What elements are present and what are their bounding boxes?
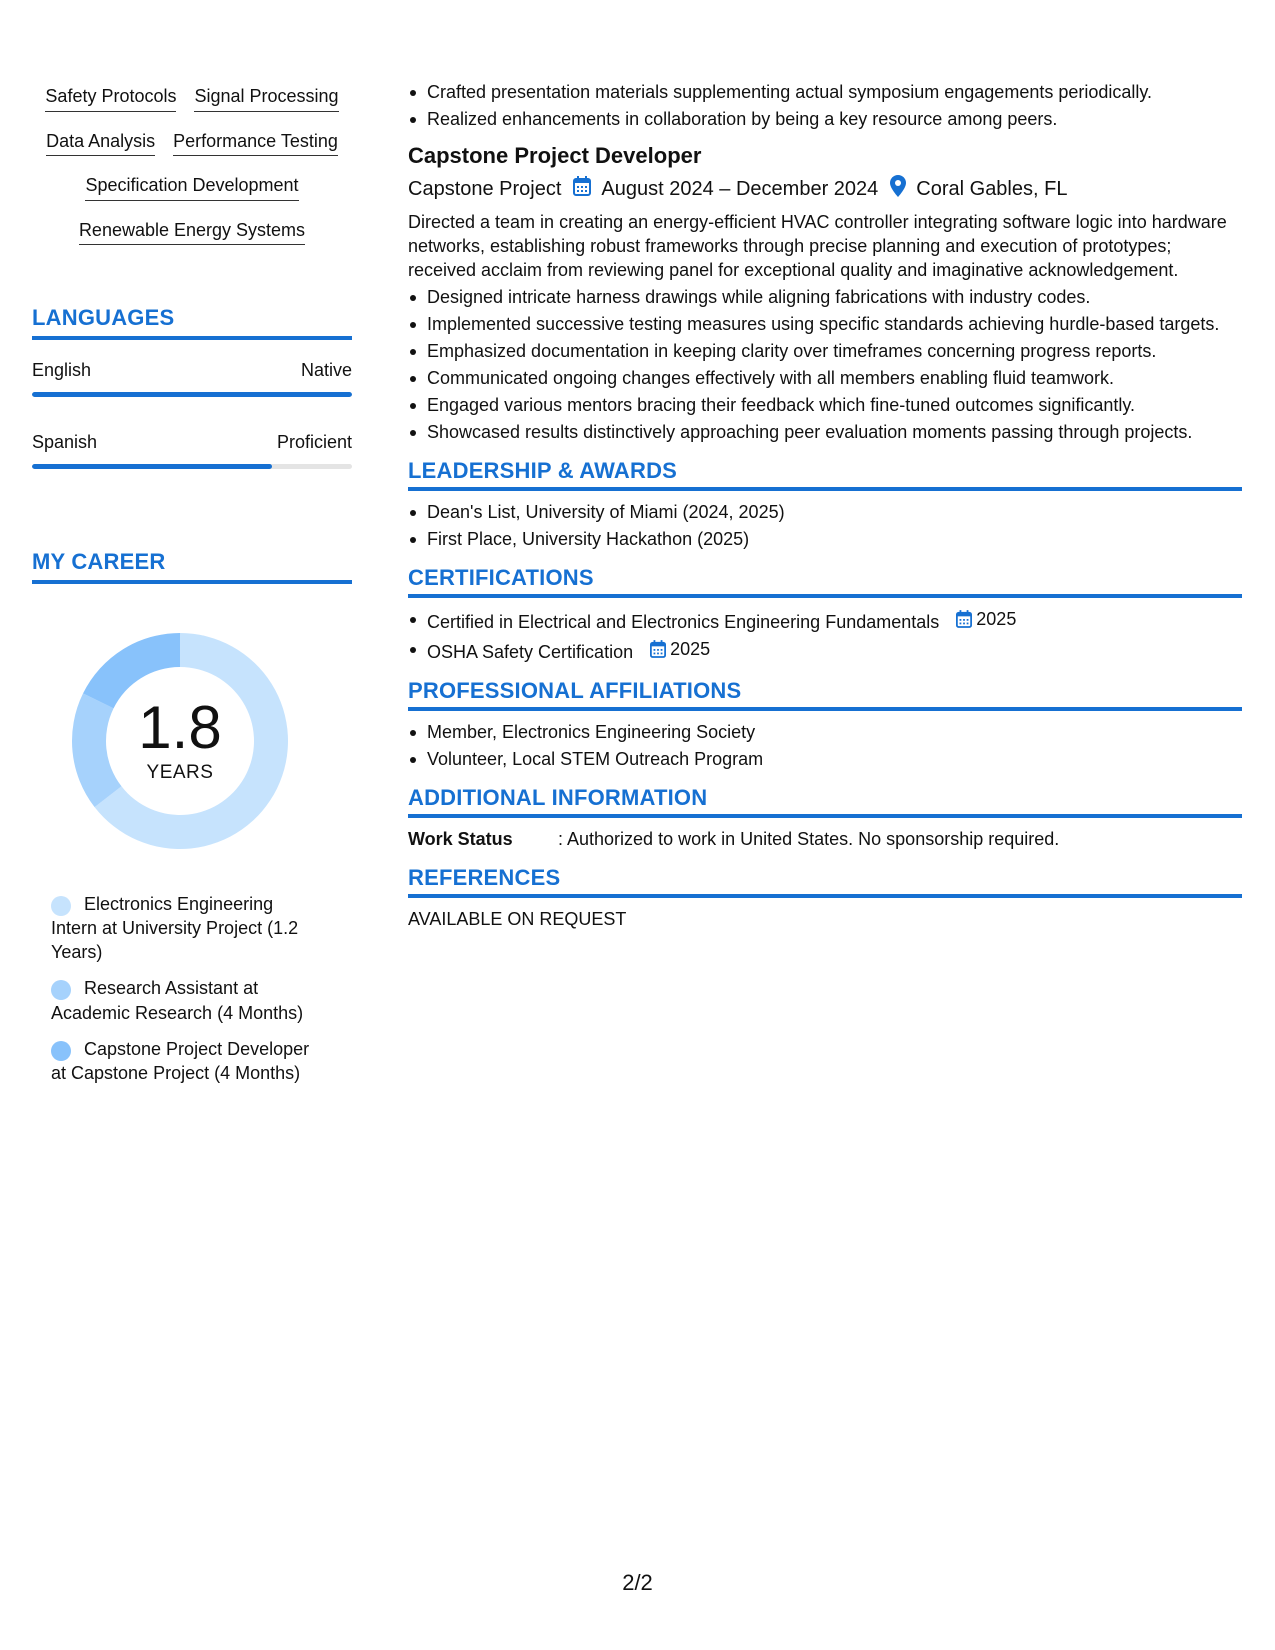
bullet-item: Crafted presentation materials supplementing actual symposium engagements periodically.	[408, 80, 1242, 104]
languages-heading: LANGUAGES	[32, 305, 352, 340]
skill-tag: Safety Protocols	[45, 80, 176, 112]
location-pin-icon	[890, 175, 906, 204]
affiliations-list	[408, 720, 1242, 771]
certification-name: Certified in Electrical and Electronics Engineering Fundamentals	[427, 611, 940, 632]
bullet-item: Designed intricate harness drawings while aligning fabrications with industry codes.	[408, 285, 1242, 309]
bullet-item: Realized enhancements in collaboration by being a key resource among peers.	[408, 107, 1242, 131]
work-status-value: : Authorized to work in United States. No sponsorship required.	[558, 828, 1060, 849]
skill-tag: Performance Testing	[173, 125, 338, 157]
skill-tag: Specification Development	[85, 169, 298, 201]
calendar-icon	[956, 610, 972, 628]
language-name: English	[32, 360, 92, 381]
job-bullets	[408, 285, 1242, 444]
skill-tag: Renewable Energy Systems	[79, 214, 305, 246]
certification-item	[408, 607, 1242, 634]
bullet-item: Showcased results distinctively approaching peer evaluation moments passing through projects.	[408, 420, 1242, 444]
previous-job-bullets	[408, 80, 1242, 131]
legend-item	[51, 1037, 312, 1086]
certification-item	[408, 637, 1242, 664]
career-donut-chart	[32, 626, 352, 856]
language-item	[32, 360, 352, 397]
language-proficiency-bar	[32, 464, 352, 469]
language-item	[32, 432, 352, 469]
page-number: 2/2	[622, 1570, 653, 1595]
certification-year: 2025	[670, 638, 711, 659]
affiliations-heading: PROFESSIONAL AFFILIATIONS	[408, 678, 1242, 711]
certifications-list	[408, 607, 1242, 664]
legend-dot	[51, 1041, 71, 1061]
language-proficiency-fill	[32, 464, 272, 469]
career-legend	[32, 892, 312, 1086]
career-heading: MY CAREER	[32, 549, 352, 584]
legend-item	[51, 976, 312, 1025]
bullet-item: Implemented successive testing measures using specific standards achieving hurdle-based targets.	[408, 312, 1242, 336]
bullet-item: Member, Electronics Engineering Society	[408, 720, 1242, 744]
calendar-icon	[573, 176, 591, 203]
job-company: Capstone Project	[408, 178, 562, 201]
job-dates: August 2024 – December 2024	[601, 178, 879, 201]
legend-dot	[51, 896, 71, 916]
career-total	[65, 626, 295, 856]
bullet-item: Dean's List, University of Miami (2024, 2025)	[408, 500, 1242, 524]
certifications-heading: CERTIFICATIONS	[408, 565, 1242, 598]
bullet-item: First Place, University Hackathon (2025)	[408, 527, 1242, 551]
language-level: Proficient	[276, 431, 352, 452]
calendar-icon	[650, 640, 666, 658]
bullet-item: Volunteer, Local STEM Outreach Program	[408, 747, 1242, 771]
work-status-row	[408, 827, 1242, 851]
references-heading: REFERENCES	[408, 865, 1242, 898]
sidebar	[32, 80, 352, 1098]
work-status-label: Work Status	[408, 828, 513, 849]
main-content	[408, 80, 1242, 931]
certification-name: OSHA Safety Certification	[427, 641, 634, 662]
language-level: Native	[300, 360, 352, 381]
language-name: Spanish	[32, 431, 98, 452]
skill-tag: Signal Processing	[194, 80, 338, 112]
leadership-heading: LEADERSHIP & AWARDS	[408, 458, 1242, 491]
bullet-item: Communicated ongoing changes effectively with all members enabling fluid teamwork.	[408, 366, 1242, 390]
career-total-unit: YEARS	[146, 761, 214, 783]
legend-dot	[51, 980, 71, 1000]
certification-date	[956, 607, 1016, 631]
legend-item	[51, 892, 312, 965]
skill-tag: Data Analysis	[46, 125, 155, 157]
additional-info-heading: ADDITIONAL INFORMATION	[408, 785, 1242, 818]
certification-date	[650, 637, 710, 661]
language-proficiency-fill	[32, 392, 352, 397]
job-description: Directed a team in creating an energy-efficient HVAC controller integrating software logic into hardware networks, establishing robust frameworks through precise planning and execution of prototypes; received acclaim from reviewing panel for exceptional quality and imaginative acknowledgement.	[408, 211, 1227, 280]
references-text: AVAILABLE ON REQUEST	[408, 908, 627, 929]
career-total-value: 1.8	[138, 693, 222, 761]
leadership-list	[408, 500, 1242, 551]
language-proficiency-bar	[32, 392, 352, 397]
legend-label: Electronics Engineering Intern at University Project (1.2 Years)	[51, 893, 299, 963]
certification-year: 2025	[976, 608, 1017, 629]
legend-label: Capstone Project Developer at Capstone Project (4 Months)	[51, 1039, 310, 1084]
bullet-item: Engaged various mentors bracing their feedback which fine-tuned outcomes significantly.	[408, 393, 1242, 417]
bullet-item: Emphasized documentation in keeping clarity over timeframes concerning progress reports.	[408, 339, 1242, 363]
job-meta	[408, 175, 1242, 204]
legend-label: Research Assistant at Academic Research (4 Months)	[51, 978, 304, 1023]
skills-list	[32, 80, 352, 258]
job-location: Coral Gables, FL	[916, 178, 1068, 201]
job-title: Capstone Project Developer	[408, 143, 702, 168]
